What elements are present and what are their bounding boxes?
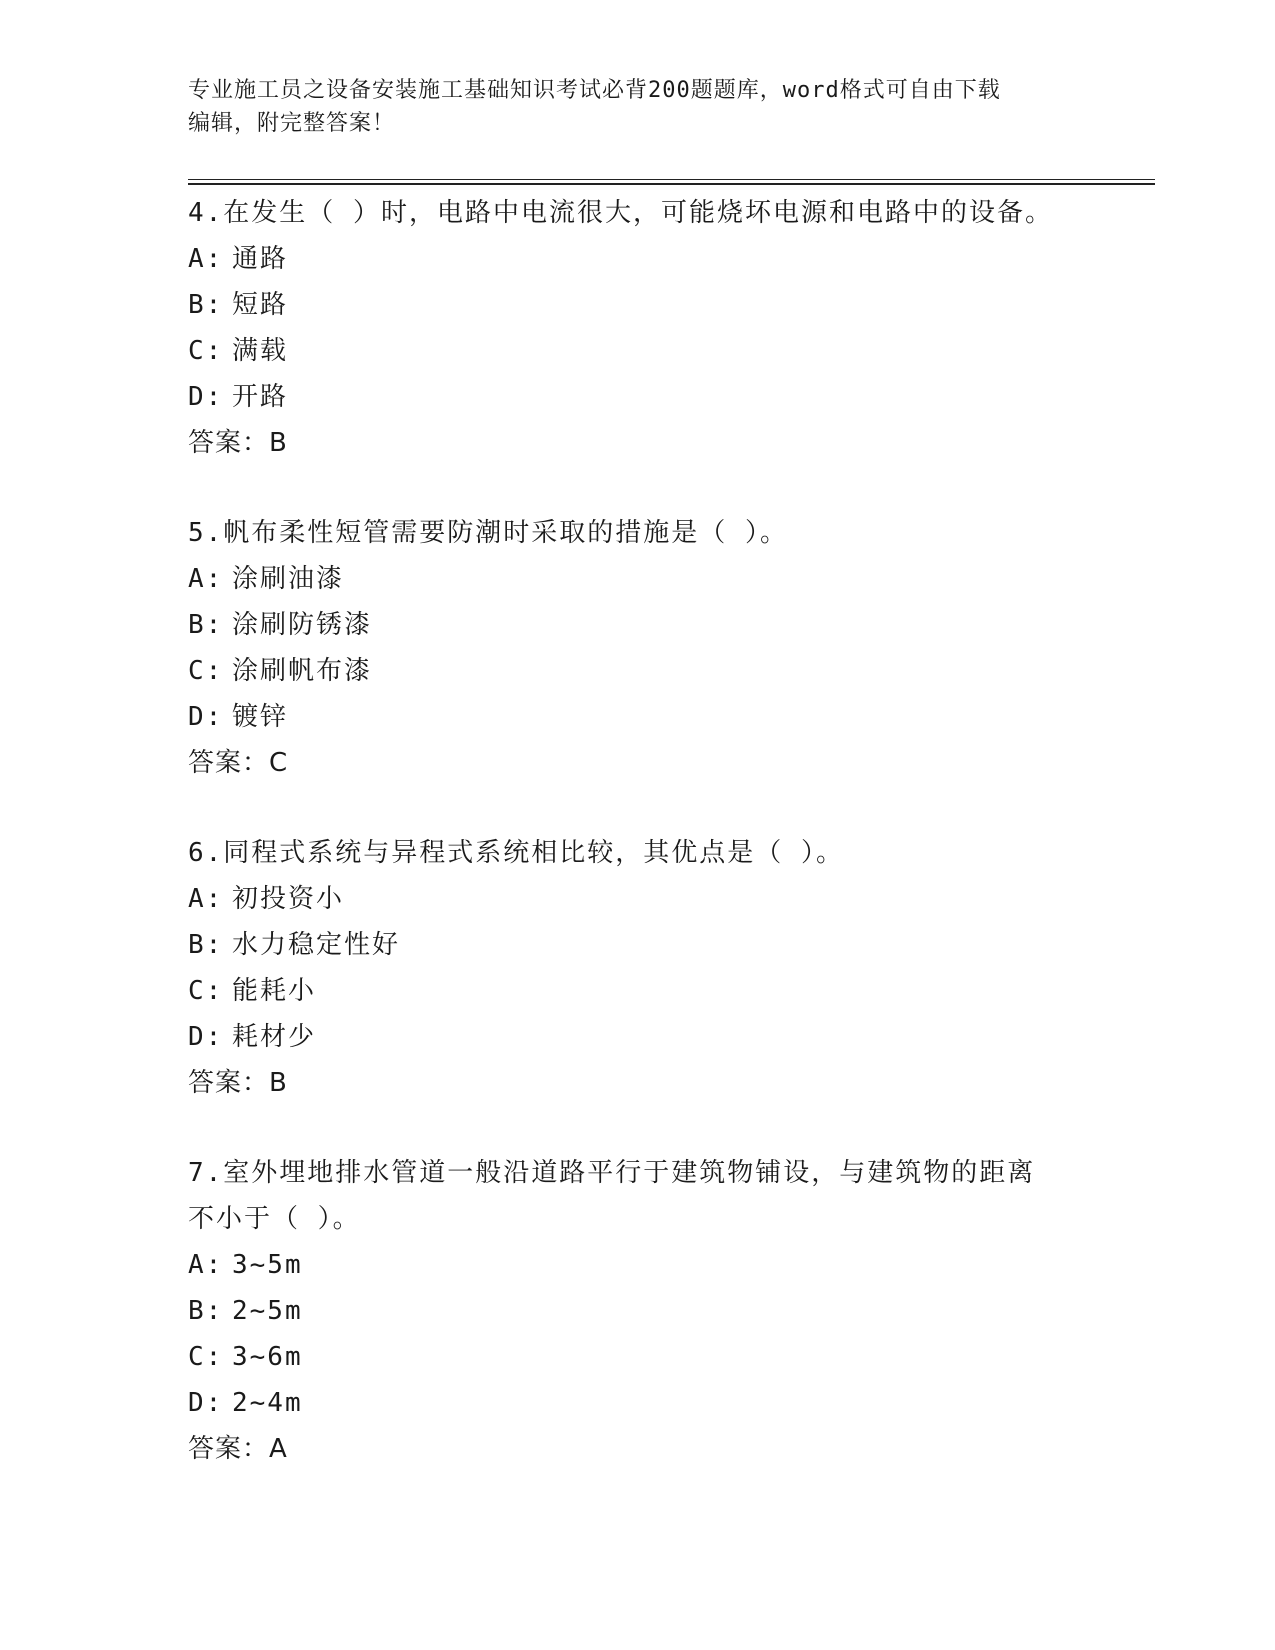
option-text: 耗材少 xyxy=(232,1022,317,1052)
option-text: 3~5m xyxy=(232,1250,303,1280)
option-b xyxy=(188,602,1088,648)
option-letter: D: xyxy=(188,1022,224,1052)
option-letter: D: xyxy=(188,382,224,412)
option-text: 涂刷帆布漆 xyxy=(232,656,373,686)
spacer xyxy=(188,466,1088,510)
header-line-1: 专业施工员之设备安装施工基础知识考试必背200题题库，word格式可自由下载 xyxy=(188,78,1001,103)
answer-line: 答案：C xyxy=(188,748,289,778)
question-4 xyxy=(188,190,1088,466)
option-letter: A: xyxy=(188,1250,224,1280)
option-c xyxy=(188,648,1088,694)
option-text: 涂刷防锈漆 xyxy=(232,610,373,640)
question-7 xyxy=(188,1150,1088,1472)
option-text: 镀锌 xyxy=(232,702,289,732)
spacer xyxy=(188,1106,1088,1150)
option-d xyxy=(188,1380,1088,1426)
option-text: 2~5m xyxy=(232,1296,303,1326)
option-d xyxy=(188,1014,1088,1060)
option-text: 短路 xyxy=(232,290,289,320)
option-text: 3~6m xyxy=(232,1342,303,1372)
option-text: 初投资小 xyxy=(232,884,345,914)
option-letter: B: xyxy=(188,290,224,320)
question-list xyxy=(188,190,1088,1472)
option-a xyxy=(188,1242,1088,1288)
question-6 xyxy=(188,830,1088,1106)
option-letter: B: xyxy=(188,930,224,960)
header-line-2: 编辑，附完整答案！ xyxy=(188,111,396,136)
option-letter: C: xyxy=(188,656,224,686)
option-letter: C: xyxy=(188,336,224,366)
option-text: 涂刷油漆 xyxy=(232,564,345,594)
option-b xyxy=(188,282,1088,328)
header-divider-thin xyxy=(188,179,1155,180)
option-a xyxy=(188,556,1088,602)
option-letter: D: xyxy=(188,702,224,732)
option-letter: A: xyxy=(188,884,224,914)
option-letter: C: xyxy=(188,976,224,1006)
option-text: 满载 xyxy=(232,336,289,366)
answer-line: 答案：B xyxy=(188,428,288,458)
question-5 xyxy=(188,510,1088,786)
question-stem: 6.同程式系统与异程式系统相比较，其优点是（ ）。 xyxy=(188,838,844,868)
option-c xyxy=(188,328,1088,374)
header-divider-thick xyxy=(188,183,1155,185)
option-text: 开路 xyxy=(232,382,289,412)
option-b xyxy=(188,922,1088,968)
option-letter: D: xyxy=(188,1388,224,1418)
option-letter: C: xyxy=(188,1342,224,1372)
question-stem-line-2: 不小于（ ）。 xyxy=(188,1204,361,1234)
option-b xyxy=(188,1288,1088,1334)
option-text: 通路 xyxy=(232,244,289,274)
question-stem-line-1: 7.室外埋地排水管道一般沿道路平行于建筑物铺设，与建筑物的距离 xyxy=(188,1158,1036,1188)
option-text: 水力稳定性好 xyxy=(232,930,401,960)
option-letter: A: xyxy=(188,244,224,274)
option-a xyxy=(188,876,1088,922)
option-letter: B: xyxy=(188,610,224,640)
option-d xyxy=(188,694,1088,740)
question-stem: 4.在发生（ ）时，电路中电流很大，可能烧坏电源和电路中的设备。 xyxy=(188,198,1053,228)
option-d xyxy=(188,374,1088,420)
option-letter: A: xyxy=(188,564,224,594)
option-c xyxy=(188,968,1088,1014)
spacer xyxy=(188,786,1088,830)
option-c xyxy=(188,1334,1088,1380)
option-a xyxy=(188,236,1088,282)
answer-line: 答案：A xyxy=(188,1434,288,1464)
option-letter: B: xyxy=(188,1296,224,1326)
option-text: 能耗小 xyxy=(232,976,317,1006)
question-stem: 5.帆布柔性短管需要防潮时采取的措施是（ ）。 xyxy=(188,518,788,548)
answer-line: 答案：B xyxy=(188,1068,288,1098)
document-header xyxy=(188,74,1088,140)
option-text: 2~4m xyxy=(232,1388,303,1418)
